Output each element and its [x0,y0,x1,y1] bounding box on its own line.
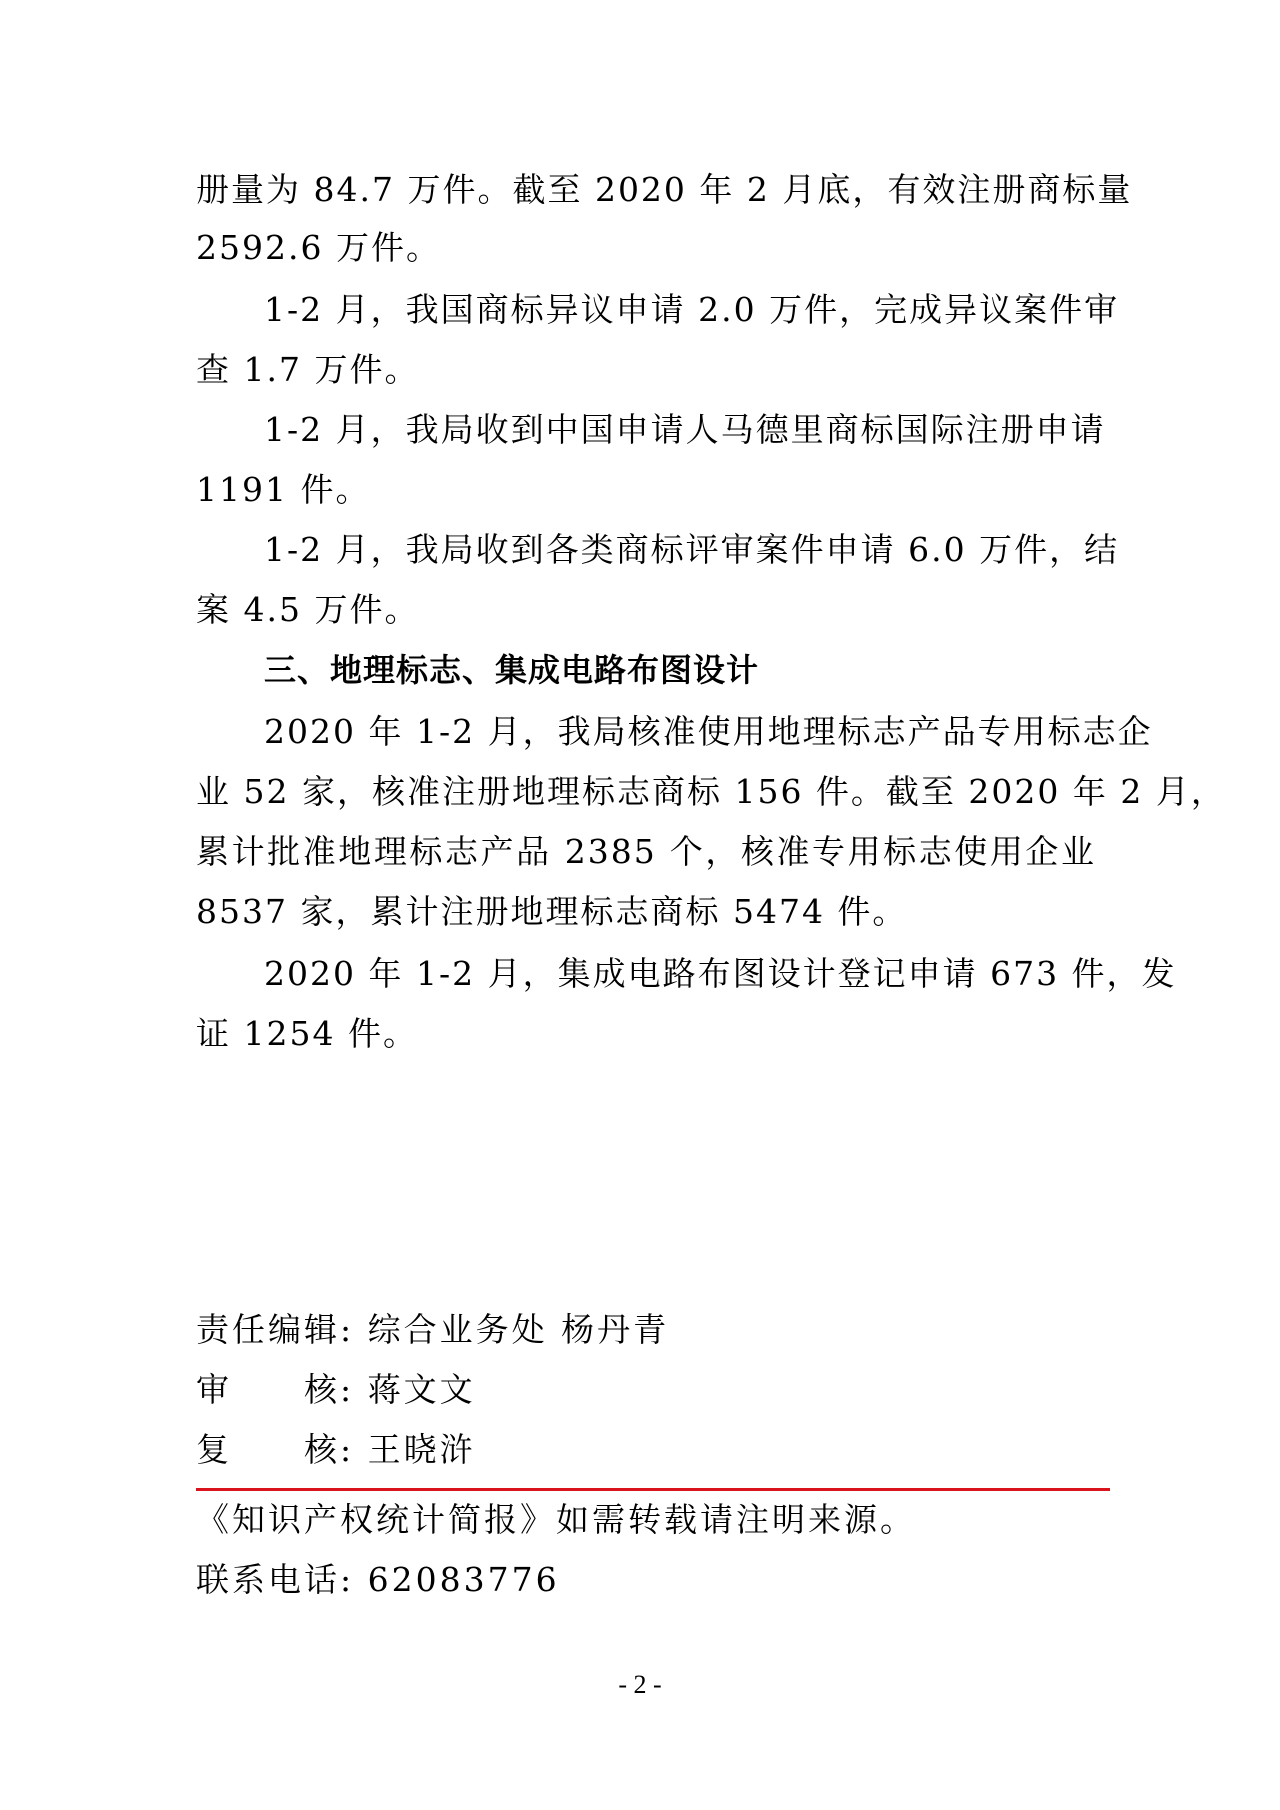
body-line: 查 1.7 万件。 [196,350,420,389]
reprint-note: 《知识产权统计简报》如需转载请注明来源。 [196,1500,916,1539]
body-line: 1-2 月，我局收到中国申请人马德里商标国际注册申请 [264,410,1106,449]
body-line: 2020 年 1-2 月，集成电路布图设计登记申请 673 件，发 [264,954,1177,993]
review-label: 审 核: [196,1370,355,1409]
red-divider [196,1488,1110,1491]
body-line: 案 4.5 万件。 [196,590,420,629]
editor-value: 综合业务处 杨丹青 [367,1310,670,1349]
body-line: 累计批准地理标志产品 2385 个，核准专用标志使用企业 [196,832,1096,871]
recheck-value: 王晓浒 [367,1430,476,1469]
review-value: 蒋文文 [367,1370,476,1409]
editor-line [196,1310,669,1350]
body-line: 1-2 月，我国商标异议申请 2.0 万件，完成异议案件审 [264,290,1120,329]
body-line: 8537 家，累计注册地理标志商标 5474 件。 [196,892,908,931]
recheck-label: 复 核: [196,1430,355,1469]
editor-label: 责任编辑: [196,1310,355,1349]
section-heading: 三、地理标志、集成电路布图设计 [264,651,760,689]
body-line: 1-2 月，我局收到各类商标评审案件申请 6.0 万件，结 [264,530,1120,569]
page-number: - 2 - [618,1670,662,1699]
body-line: 册量为 84.7 万件。截至 2020 年 2 月底，有效注册商标量 [196,170,1133,209]
body-line: 业 52 家，核准注册地理标志商标 156 件。截至 2020 年 2 月， [196,772,1226,811]
body-line: 2592.6 万件。 [196,228,441,267]
contact-phone: 联系电话: 62083776 [196,1560,560,1599]
recheck-line [196,1430,476,1470]
body-line: 证 1254 件。 [196,1014,418,1053]
body-line: 1191 件。 [196,470,371,509]
review-line [196,1370,476,1410]
body-line: 2020 年 1-2 月，我局核准使用地理标志产品专用标志企 [264,712,1153,751]
